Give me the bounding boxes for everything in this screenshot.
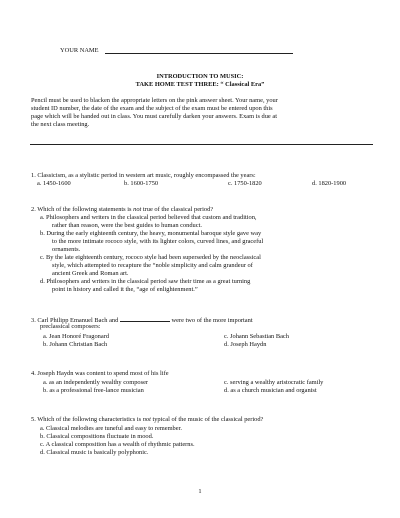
name-label: YOUR NAME [60, 47, 99, 54]
question-1-choice-b: b. 1600-1750 [124, 180, 159, 187]
question-5-choice-d: d. Classical music is basically polyphonic. [40, 449, 149, 456]
question-3-choice-a: a. Jean Honoré Fragonard [43, 333, 110, 340]
instructions-line-4: the next class meeting. [31, 121, 90, 128]
instructions-line-1: Pencil must be used to blacken the appropriate letters on the pink answer sheet. Your name, your [31, 97, 278, 104]
question-3-stem-cont: preclassical composers: [40, 323, 101, 330]
question-1-choice-c: c. 1750-1820 [228, 180, 262, 187]
question-1-stem: 1. Classicism, as a stylistic period in western art music, roughly encompassed the years: [31, 172, 256, 179]
page-number: 1 [198, 488, 202, 495]
question-3-choice-c: c. Johann Sebastian Bach [224, 333, 289, 340]
emphasis-not: not [142, 416, 151, 423]
question-1-choice-a: a. 1450-1600 [37, 180, 71, 187]
question-2-choice-b-cont: to the more intimate rococo style, with its lighter colors, curved lines, and graceful [52, 238, 264, 245]
question-2-choice-b-cont2: ornaments. [52, 246, 81, 253]
question-2-choice-d: d. Philosophers and writers in the classical period saw their time as a great turning [40, 278, 251, 285]
question-4-choice-d: d. as a church musician and organist [224, 387, 317, 394]
question-2-stem: 2. Which of the following statements is not true of the classical period? [31, 206, 214, 213]
question-5-stem: 5. Which of the following characteristics is not typical of the music of the classical period? [31, 416, 264, 423]
question-2-choice-a-cont: rather than reason, were the best guides to human conduct. [52, 222, 202, 229]
question-4-choice-a: a. as an independently wealthy composer [43, 379, 149, 386]
question-3-stem: 3. Carl Philipp Emanuel Bach and were two of the more important [31, 317, 253, 324]
answer-blank [120, 315, 170, 322]
question-4-choice-b: b. as a professional free-lance musician [43, 387, 144, 394]
separator-rule [30, 144, 373, 145]
name-blank-line [105, 53, 293, 54]
question-4-stem: 4. Joseph Haydn was content to spend most of his life [31, 370, 169, 377]
question-1-choice-d: d. 1820-1900 [312, 180, 347, 187]
question-3-choice-d: d. Joseph Haydn [224, 341, 267, 348]
instructions-line-3: page which will be handed out in class. You must carefully darken your answers. Exam is due at [31, 113, 277, 120]
question-3-choice-b: b. Johann Christian Bach [43, 341, 108, 348]
question-5-choice-a: a. Classical melodies are tuneful and easy to remember. [40, 425, 182, 432]
question-2-choice-b: b. During the early eighteenth century, the heavy, monumental baroque style gave way [40, 230, 262, 237]
title-line-2: TAKE HOME TEST THREE: “ Classical Era” [135, 81, 265, 88]
question-2-choice-a: a. Philosophers and writers in the classical period believed that custom and tradition, [40, 214, 257, 221]
question-2-choice-c-cont: style, which attempted to recapture the “noble simplicity and calm grandeur of [52, 262, 253, 269]
question-2-choice-c: c. By the late eighteenth century, rococo style had been superseded by the neoclassical [40, 254, 261, 261]
instructions-line-2: student ID number, the date of the exam and the subject of the exam must be entered upon this [31, 105, 273, 112]
question-4-choice-c: c. serving a wealthy aristocratic family [224, 379, 324, 386]
emphasis-not: not [133, 206, 142, 213]
title-line-1: INTRODUCTION TO MUSIC: [156, 73, 244, 80]
question-5-choice-c: c. A classical composition has a wealth of rhythmic patterns. [40, 441, 195, 448]
question-2-choice-c-cont2: ancient Greek and Roman art. [52, 270, 129, 277]
question-2-choice-d-cont: point in history and called it the, “age of enlightenment.” [52, 286, 198, 293]
question-5-choice-b: b. Classical compositions fluctuate in mood. [40, 433, 154, 440]
